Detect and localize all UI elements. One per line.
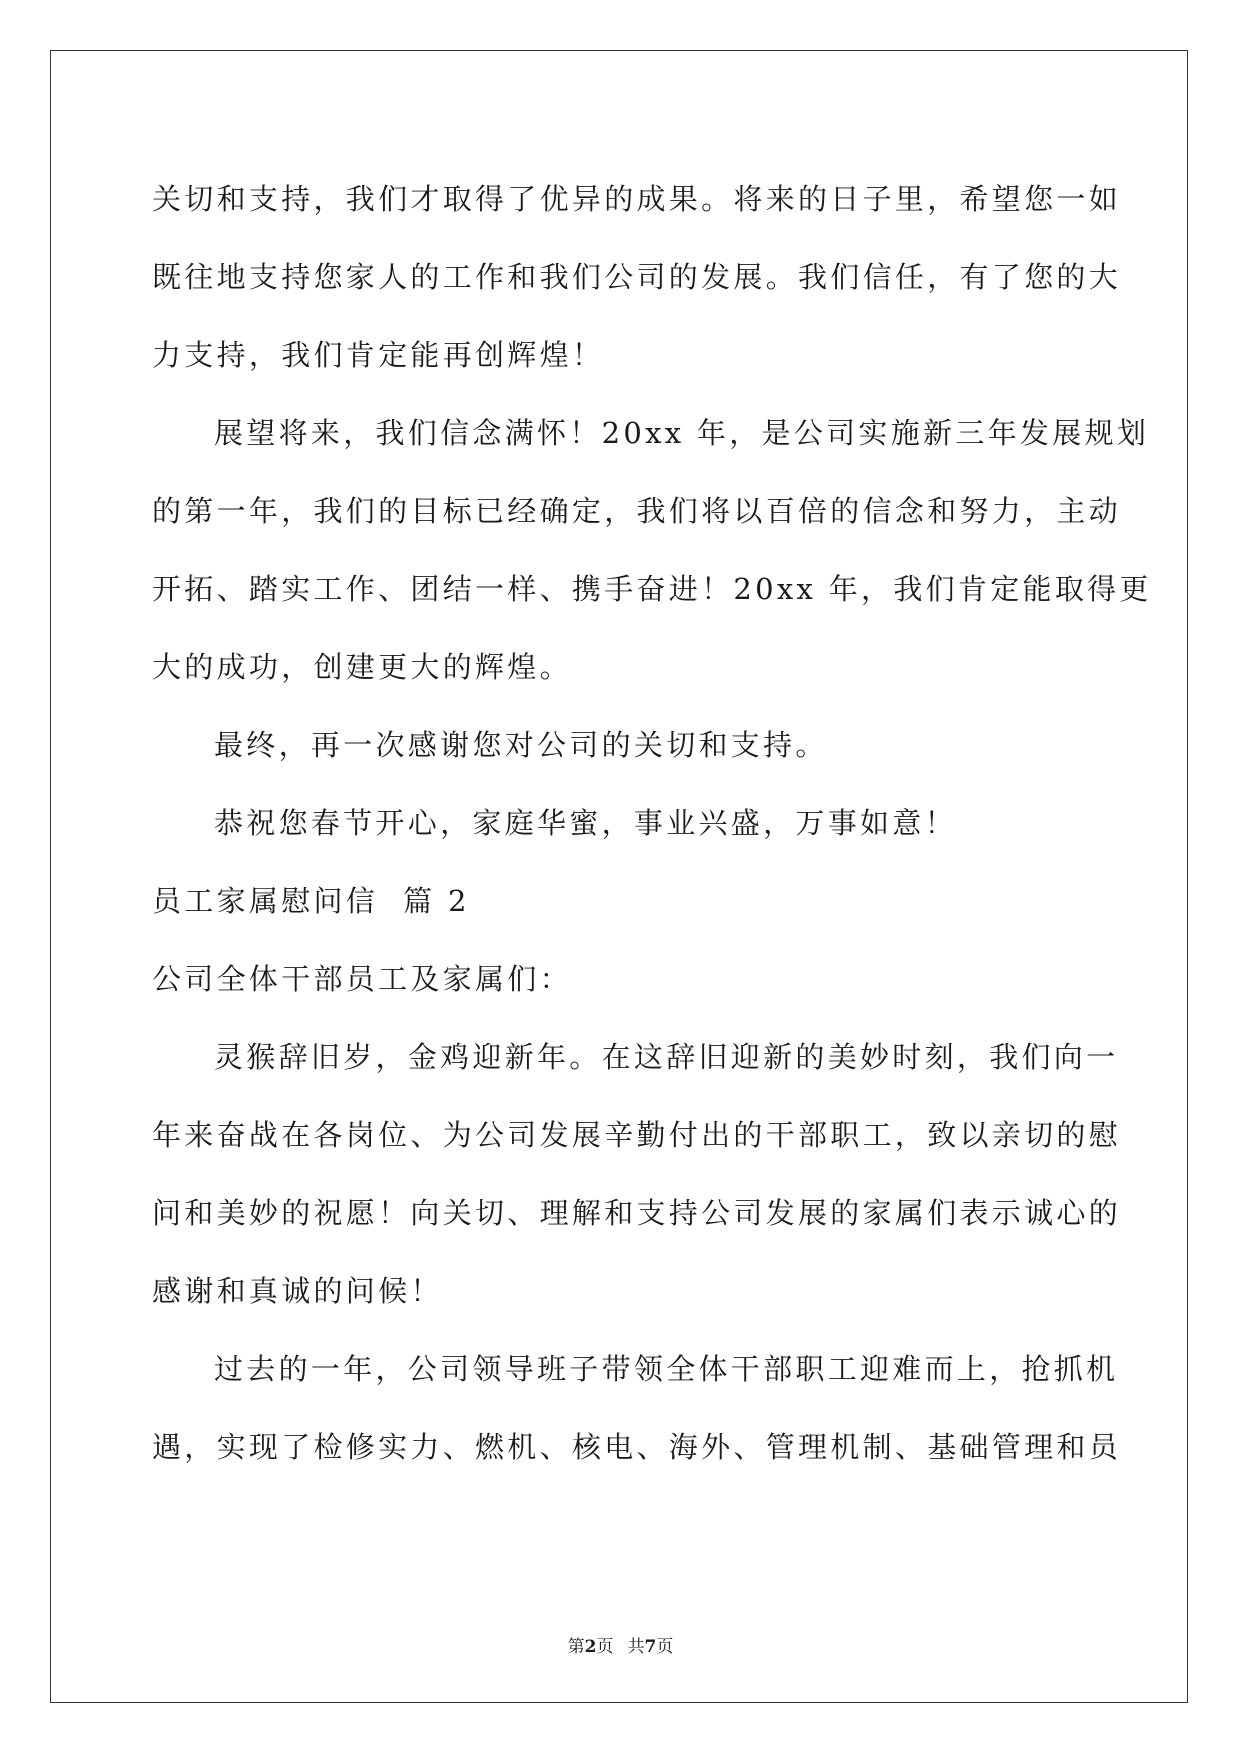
document-body — [152, 160, 1152, 1486]
paragraph-outlook-start: 展望将来，我们信念满怀！20xx 年，是公司实施新三年发展规划 — [214, 416, 1150, 450]
footer-page-prefix: 第 — [567, 1637, 585, 1657]
text-line-6: 开拓、踏实工作、团结一样、携手奋进！20xx 年，我们肯定能取得更 — [152, 572, 1152, 606]
text-line-2: 既往地支持您家人的工作和我们公司的发展。我们信任，有了您的大 — [152, 260, 1122, 294]
paragraph-greeting-start: 灵猴辞旧岁，金鸡迎新年。在这辞旧迎新的美妙时刻，我们向一 — [214, 1040, 1119, 1074]
footer-total-suffix: 页 — [656, 1637, 674, 1657]
text-line-7: 大的成功，创建更大的辉煌。 — [152, 650, 572, 684]
salutation: 公司全体干部员工及家属们： — [152, 962, 572, 996]
footer-page-suffix: 页 — [596, 1637, 614, 1657]
paragraph-wishes: 恭祝您春节开心，家庭华蜜，事业兴盛，万事如意！ — [214, 806, 957, 840]
text-line-1: 关切和支持，我们才取得了优异的成果。将来的日子里，希望您一如 — [152, 182, 1122, 216]
text-line-14: 问和美妙的祝愿！向关切、理解和支持公司发展的家属们表示诚心的 — [152, 1196, 1122, 1230]
text-line-5: 的第一年，我们的目标已经确定，我们将以百倍的信念和努力，主动 — [152, 494, 1122, 528]
paragraph-thanks: 最终，再一次感谢您对公司的关切和支持。 — [214, 728, 828, 762]
footer-total-prefix: 共 — [627, 1637, 645, 1657]
footer-page-total: 7 — [644, 1637, 657, 1657]
text-line-17: 遇，实现了检修实力、燃机、核电、海外、管理机制、基础管理和员 — [152, 1430, 1122, 1464]
paragraph-past-year-start: 过去的一年，公司领导班子带领全体干部职工迎难而上，抢抓机 — [214, 1352, 1119, 1386]
text-line-3: 力支持，我们肯定能再创辉煌！ — [152, 338, 605, 372]
footer-page-current: 2 — [584, 1637, 597, 1657]
text-line-15: 感谢和真诚的问候！ — [152, 1274, 443, 1308]
page-footer — [0, 1632, 1241, 1657]
section-heading: 员工家属慰问信 篇 2 — [152, 884, 470, 918]
text-line-13: 年来奋战在各岗位、为公司发展辛勤付出的干部职工，致以亲切的慰 — [152, 1118, 1122, 1152]
